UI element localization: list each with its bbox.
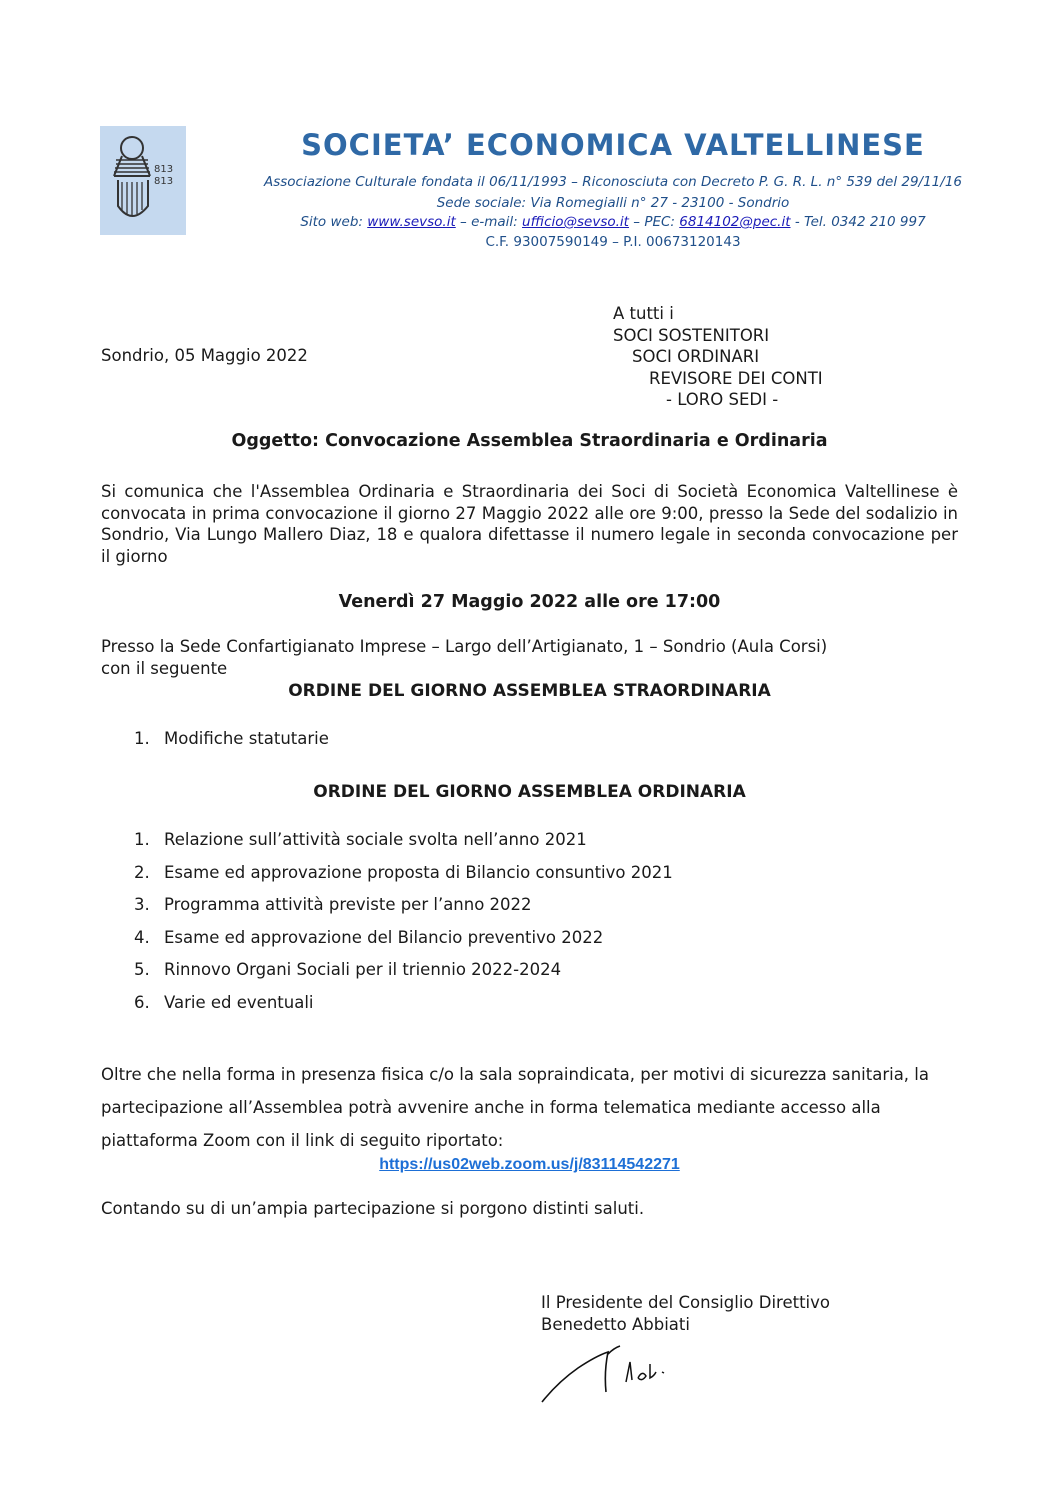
recipients-block (613, 303, 823, 411)
pec-link[interactable]: 6814102@pec.it (679, 214, 791, 230)
item-number: 6. (134, 992, 150, 1012)
venue-line: Presso la Sede Confartigianato Imprese – Largo dell’Artigianato, 1 – Sondrio (Aula Corsi) (101, 637, 828, 656)
ordinary-agenda-title: ORDINE DEL GIORNO ASSEMBLEA ORDINARIA (313, 782, 746, 802)
recipient-line: SOCI ORDINARI (632, 347, 760, 366)
date-line: Sondrio, 05 Maggio 2022 (101, 346, 308, 365)
list-item (101, 894, 958, 927)
list-item (101, 927, 958, 960)
item-text: Relazione sull’attività sociale svolta nell’anno 2021 (164, 830, 587, 849)
item-text: Modifiche statutarie (164, 729, 329, 748)
list-item (101, 959, 958, 992)
recipient-line: REVISORE DEI CONTI (649, 368, 823, 388)
signatory-name: Benedetto Abbiati (541, 1314, 690, 1334)
organization-logo (100, 126, 186, 235)
extraordinary-agenda-title: ORDINE DEL GIORNO ASSEMBLEA STRAORDINARIA (288, 681, 771, 701)
item-text: Esame ed approvazione proposta di Bilancio consuntivo 2021 (164, 862, 673, 882)
list-item (101, 728, 958, 761)
venue-line: con il seguente (101, 658, 228, 678)
pec-label: – PEC: (628, 214, 680, 230)
signatory-block (541, 1292, 830, 1335)
list-item (101, 992, 958, 1025)
phone-text: - Tel. 0342 210 997 (790, 214, 926, 230)
item-text: Rinnovo Organi Sociali per il triennio 2022-2024 (164, 960, 562, 979)
item-number: 3. (134, 895, 150, 914)
recipient-line: SOCI SOSTENITORI (613, 325, 770, 345)
founded-line: Associazione Culturale fondata il 06/11/1993 – Riconosciuta con Decreto P. G. R. L. n° 539 del 29/11/16 (264, 174, 962, 190)
item-text: Programma attività previste per l’anno 2022 (164, 895, 532, 914)
website-link[interactable]: www.sevso.it (367, 214, 456, 230)
recipient-line: - LORO SEDI - (666, 390, 779, 409)
email-label: – e-mail: (455, 214, 523, 230)
event-date-heading: Venerdì 27 Maggio 2022 alle ore 17:00 (338, 592, 721, 612)
contact-line (218, 214, 1008, 230)
list-item (101, 862, 958, 895)
item-number: 1. (134, 830, 150, 849)
venue-block (101, 636, 958, 679)
extraordinary-agenda-list (101, 728, 958, 761)
ordinary-agenda-list (101, 829, 958, 1024)
signature-icon (538, 1342, 708, 1406)
subject-heading: Oggetto: Convocazione Assemblea Straordinaria e Ordinaria (231, 431, 828, 451)
item-text: Varie ed eventuali (164, 992, 314, 1012)
address-line: Sede sociale: Via Romegialli n° 27 - 23100 - Sondrio (436, 195, 790, 211)
site-label: Sito web: (300, 214, 368, 230)
logo-emblem-icon (100, 126, 186, 235)
item-number: 4. (134, 927, 150, 947)
svg-text:813: 813 (154, 176, 174, 187)
item-number: 1. (134, 729, 150, 748)
closing-line: Contando su di un’ampia partecipazione si porgono distinti saluti. (101, 1199, 645, 1218)
signatory-role: Il Presidente del Consiglio Direttivo (541, 1293, 830, 1312)
item-number: 2. (134, 862, 150, 882)
item-number: 5. (134, 960, 150, 979)
recipient-line: A tutti i (613, 304, 674, 323)
svg-text:813: 813 (154, 164, 174, 175)
item-text: Esame ed approvazione del Bilancio preventivo 2022 (164, 927, 604, 947)
zoom-link-line (101, 1156, 958, 1174)
fiscal-line: C.F. 93007590149 – P.I. 00673120143 (485, 234, 741, 250)
zoom-link[interactable]: https://us02web.zoom.us/j/83114542271 (379, 1156, 680, 1173)
intro-paragraph: Si comunica che l'Assemblea Ordinaria e Straordinaria dei Soci di Società Economica Valtellinese è convocata in prima convocazione il giorno 27 Maggio 2022 alle ore 9:00, presso la Sede del sodalizio in Sondrio, Via Lungo Mallero Diaz, 18 e qualora difettasse il numero legale in seconda convocazione per il giorno (101, 482, 958, 566)
organization-name: SOCIETA’ ECONOMICA VALTELLINESE (301, 128, 925, 162)
email-link[interactable]: ufficio@sevso.it (522, 214, 629, 230)
handwritten-signature (538, 1342, 708, 1406)
remote-participation-paragraph: Oltre che nella forma in presenza fisica c/o la sala sopraindicata, per motivi di sicurezza sanitaria, la partecipazione all’Assemblea potrà avvenire anche in forma telematica mediante accesso alla piattaforma Zoom con il link di seguito riportato: (101, 1065, 929, 1150)
list-item (101, 829, 958, 862)
